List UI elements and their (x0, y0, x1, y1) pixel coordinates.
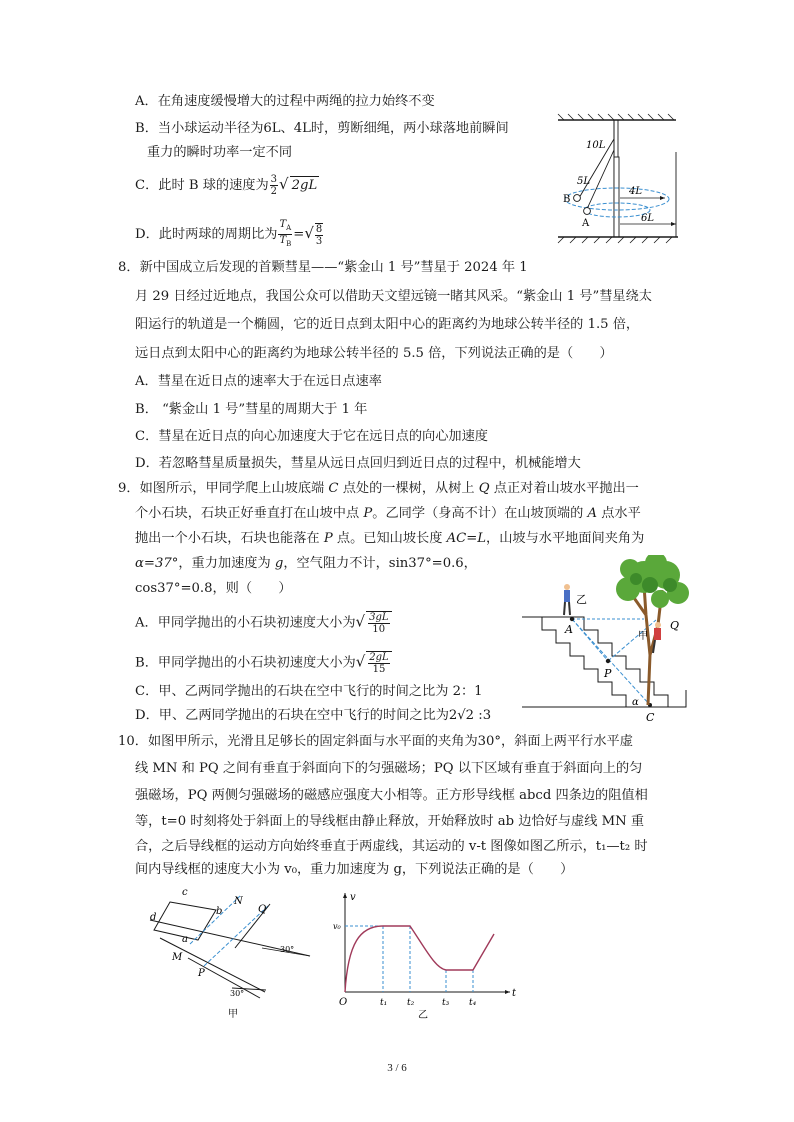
q10-jia-label-a: a (182, 934, 188, 945)
q10-jia-label-n: N (234, 896, 243, 907)
q9-stem-line3: 抛出一个小石块，石块也能落在 P 点。已知山坡长度 AC=L，山坡与水平地面间夹角为 (135, 531, 645, 546)
q10-jia-angle1: 30° (280, 945, 295, 954)
q10-jia-label-m: M (172, 952, 183, 963)
q10-yi-label-o: O (339, 997, 348, 1008)
q10-yi-label-v: v (350, 892, 356, 903)
q10-jia-label-b: b (216, 906, 223, 917)
q9-label-q: Q (670, 619, 680, 632)
q10-jia-label-d: d (150, 912, 157, 923)
q9-stem-line4: α=37°，重力加速度为 g，空气阻力不计，sin37°=0.6， (135, 556, 477, 571)
q7-label-4l: 4L (629, 186, 643, 197)
q7-label-10l: 10L (586, 140, 606, 151)
q7-option-a: A．在角速度缓慢增大的过程中两绳的拉力始终不变 (135, 94, 435, 109)
q10-stem-line5: 合，之后导线框的运动方向始终垂直于两虚线，其运动的 v-t 图像如图乙所示，t₁—t₂ 时 (135, 839, 648, 854)
q7-option-b-line2: 重力的瞬时功率一定不同 (147, 145, 293, 160)
q8-option-c: C．彗星在近日点的向心加速度大于它在远日点的向心加速度 (135, 429, 488, 444)
q10-jia-angle2: 30° (230, 989, 245, 998)
q9-figure (520, 555, 692, 725)
q7-option-c-text: C．此时 B 球的速度为 (135, 178, 269, 193)
q10-stem-line2: 线 MN 和 PQ 之间有垂直于斜面向下的匀强磁场；PQ 以下区域有垂直于斜面向上的匀 (135, 761, 643, 776)
q7-label-a: A (582, 218, 590, 229)
q10-yi-label-t4: t₄ (469, 998, 477, 1008)
q7-label-5l: 5L (577, 176, 591, 187)
q7-option-d: D．此时两球的周期比为 $\frac{T_A}{T_B}$ =√ $\frac{8}{3}$ (135, 219, 323, 248)
q10-stem-line3: 强磁场，PQ 两侧匀强磁场的磁感应强度大小相等。正方形导线框 abcd 四条边的阻值相 (135, 788, 648, 803)
q9-label-c: C (646, 711, 655, 724)
q7-label-b: B (563, 194, 571, 205)
q10-jia-label-q: Q (258, 904, 267, 915)
q10-yi-caption: 乙 (418, 1010, 428, 1020)
q8-option-a: A．彗星在近日点的速率大于在远日点速率 (135, 374, 382, 389)
q10-yi-label-t: t (512, 988, 517, 999)
q9-label-yi: 乙 (576, 593, 587, 606)
q10-yi-label-t1: t₁ (380, 998, 388, 1008)
q9-stem-line5: cos37°=0.8，则（ ） (135, 581, 292, 596)
q10-figure-jia (140, 880, 320, 1020)
q9-option-b: B．甲同学抛出的小石块初速度大小为√ $\frac{2gL}{15}$ (135, 651, 393, 675)
q10-jia-label-c: c (182, 887, 188, 898)
q10-jia-label-p: P (198, 968, 205, 979)
page-number: 3 / 6 (387, 1062, 407, 1074)
q9-label-a: A (565, 623, 573, 636)
q8-stem-line1: 8．新中国成立后发现的首颗彗星——“紫金山 1 号”彗星于 2024 年 1 (118, 260, 528, 275)
q10-yi-label-t3: t₃ (442, 998, 450, 1008)
q9-label-jia: 甲 (638, 631, 648, 642)
q8-option-b: B． “紫金山 1 号”彗星的周期大于 1 年 (135, 402, 368, 417)
q9-stem-line2: 个小石块，石块正好垂直打在山坡中点 P。乙同学（身高不计）在山坡顶端的 A 点水平 (135, 506, 641, 521)
q10-figure-yi (330, 888, 520, 1020)
q10-yi-label-v0: v₀ (333, 922, 341, 931)
q8-stem-line4: 远日点到太阳中心的距离约为地球公转半径的 5.5 倍，下列说法正确的是（ ） (135, 346, 613, 361)
q7-option-c-fraction: $\frac{3}{2}$ (270, 174, 278, 197)
q8-stem-line2: 月 29 日经过近地点，我国公众可以借助天文望远镜一睹其风采。“紫金山 1 号”彗星绕太 (135, 289, 652, 304)
q10-stem-line6: 间内导线框的速度大小为 v₀，重力加速度为 g，下列说法正确的是（ ） (135, 862, 574, 877)
q9-option-a: A．甲同学抛出的小石块初速度大小为√ $\frac{3gL}{10}$ (135, 611, 393, 635)
q10-stem-line4: 等，t=0 时刻将处于斜面上的导线框由静止释放，开始释放时 ab 边恰好与虚线 MN 重 (135, 814, 645, 829)
q7-option-c-radicand: 2gL (291, 178, 318, 193)
q10-jia-caption: 甲 (228, 1009, 238, 1020)
q7-option-d-text: D．此时两球的周期比为 (135, 227, 278, 242)
q7-option-c: C．此时 B 球的速度为 $\frac{3}{2}$ √ 2gL (135, 174, 318, 197)
q8-stem-line3: 阳运行的轨道是一个椭圆，它的近日点到太阳中心的距离约为地球公转半径的 1.5 倍， (135, 317, 640, 332)
q10-yi-label-t2: t₂ (407, 998, 415, 1008)
q10-stem-line1: 10．如图甲所示，光滑且足够长的固定斜面与水平面的夹角为30°，斜面上两平行水平虚 (118, 734, 633, 749)
q9-option-c: C．甲、乙两同学抛出的石块在空中飞行的时间之比为 2：1 (135, 684, 483, 699)
q9-label-p: P (604, 667, 612, 680)
q9-stem-line1: 9．如图所示，甲同学爬上山坡底端 C 点处的一棵树，从树上 Q 点正对着山坡水平抛出一 (118, 481, 639, 496)
q7-figure (556, 112, 692, 247)
q7-label-6l: 6L (641, 213, 655, 224)
q9-option-d: D．甲、乙两同学抛出的石块在空中飞行的时间之比为2√2 :3 (135, 708, 492, 723)
q8-option-d: D．若忽略彗星质量损失，彗星从远日点回归到近日点的过程中，机械能增大 (135, 456, 581, 471)
q7-option-b-line1: B．当小球运动半径为6L、4L时，剪断细绳，两小球落地前瞬间 (135, 121, 509, 136)
q9-label-alpha: α (632, 697, 639, 708)
